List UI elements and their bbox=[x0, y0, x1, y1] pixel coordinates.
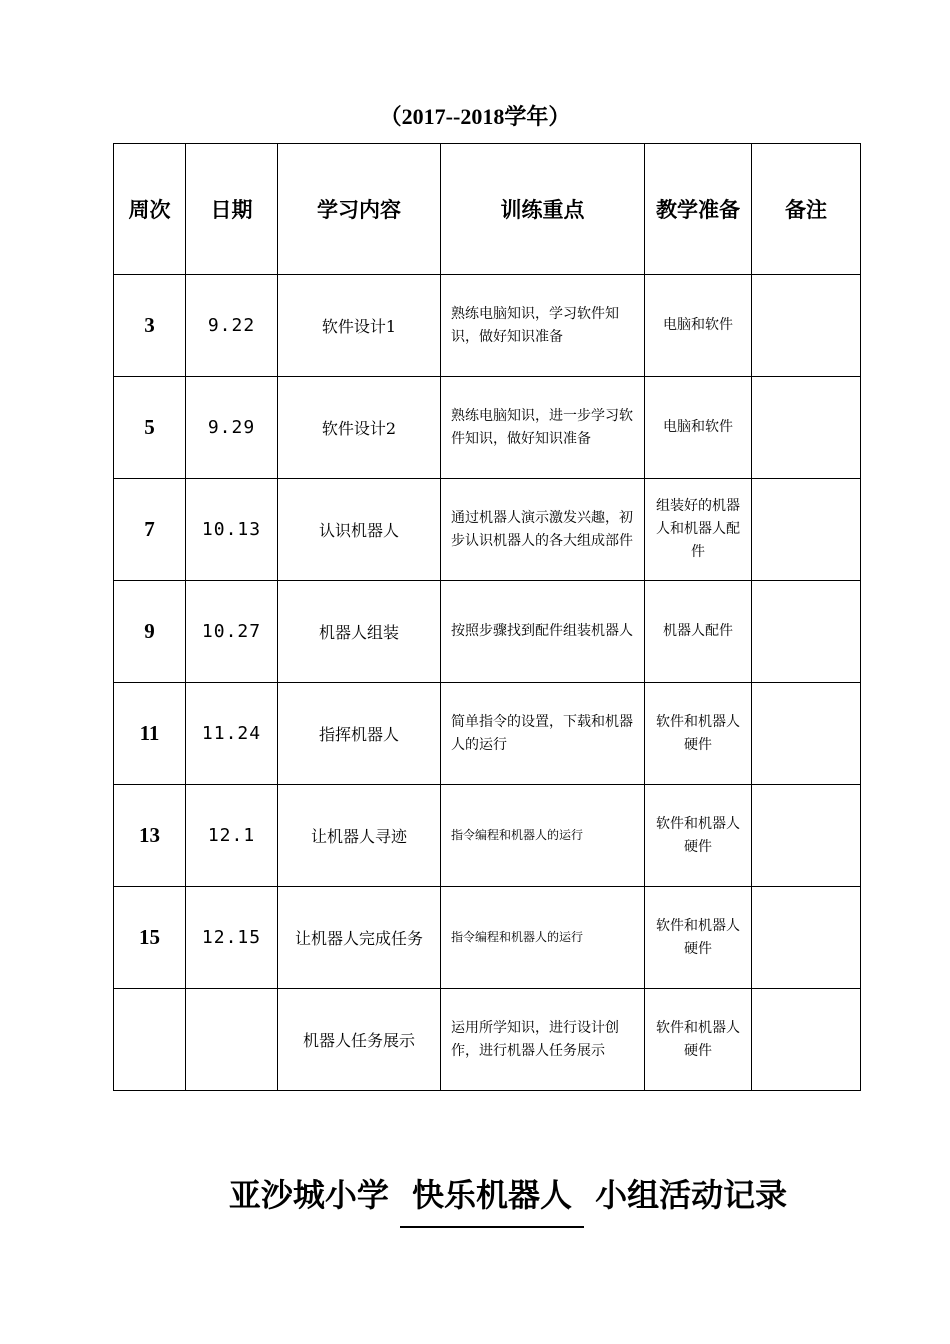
table-row bbox=[114, 377, 861, 479]
week-cell: 3 bbox=[114, 275, 186, 377]
prep-cell: 机器人配件 bbox=[645, 581, 752, 683]
focus-cell: 运用所学知识，进行设计创作，进行机器人任务展示 bbox=[441, 989, 645, 1091]
note-cell bbox=[752, 581, 861, 683]
content-cell: 软件设计2 bbox=[278, 377, 441, 479]
content-cell: 认识机器人 bbox=[278, 479, 441, 581]
prep-cell: 组装好的机器人和机器人配件 bbox=[645, 479, 752, 581]
note-cell bbox=[752, 275, 861, 377]
note-cell bbox=[752, 683, 861, 785]
focus-cell: 熟练电脑知识，进一步学习软件知识，做好知识准备 bbox=[441, 377, 645, 479]
week-cell: 5 bbox=[114, 377, 186, 479]
note-cell bbox=[752, 989, 861, 1091]
focus-cell: 熟练电脑知识，学习软件知识，做好知识准备 bbox=[441, 275, 645, 377]
school-name: 亚沙城小学 bbox=[228, 1176, 389, 1214]
header-focus: 训练重点 bbox=[441, 144, 645, 275]
table-row bbox=[114, 581, 861, 683]
week-cell: 11 bbox=[114, 683, 186, 785]
date-cell: 10.13 bbox=[186, 479, 278, 581]
activity-schedule-table bbox=[113, 143, 861, 1091]
prep-cell: 软件和机器人硬件 bbox=[645, 785, 752, 887]
date-cell: 9.29 bbox=[186, 377, 278, 479]
prep-cell: 软件和机器人硬件 bbox=[645, 887, 752, 989]
focus-cell: 指令编程和机器人的运行 bbox=[441, 887, 645, 989]
table-row bbox=[114, 989, 861, 1091]
date-cell: 11.24 bbox=[186, 683, 278, 785]
note-cell bbox=[752, 785, 861, 887]
group-name: 快乐机器人 bbox=[400, 1170, 584, 1228]
focus-cell: 按照步骤找到配件组装机器人 bbox=[441, 581, 645, 683]
date-cell: 12.15 bbox=[186, 887, 278, 989]
header-prep: 教学准备 bbox=[645, 144, 752, 275]
content-cell: 机器人任务展示 bbox=[278, 989, 441, 1091]
prep-cell: 软件和机器人硬件 bbox=[645, 989, 752, 1091]
date-cell: 9.22 bbox=[186, 275, 278, 377]
focus-cell: 通过机器人演示激发兴趣，初步认识机器人的各大组成部件 bbox=[441, 479, 645, 581]
prep-cell: 电脑和软件 bbox=[645, 275, 752, 377]
content-cell: 软件设计1 bbox=[278, 275, 441, 377]
prep-cell: 软件和机器人硬件 bbox=[645, 683, 752, 785]
table-header-row bbox=[114, 144, 861, 275]
week-cell: 9 bbox=[114, 581, 186, 683]
header-content: 学习内容 bbox=[278, 144, 441, 275]
header-note: 备注 bbox=[752, 144, 861, 275]
note-cell bbox=[752, 377, 861, 479]
record-title bbox=[0, 1170, 950, 1228]
title-suffix: 小组活动记录 bbox=[595, 1176, 788, 1214]
content-cell: 指挥机器人 bbox=[278, 683, 441, 785]
date-cell: 12.1 bbox=[186, 785, 278, 887]
focus-cell: 简单指令的设置，下载和机器人的运行 bbox=[441, 683, 645, 785]
table-row bbox=[114, 479, 861, 581]
table-row bbox=[114, 887, 861, 989]
date-cell: 10.27 bbox=[186, 581, 278, 683]
week-cell: 7 bbox=[114, 479, 186, 581]
table-row bbox=[114, 785, 861, 887]
content-cell: 机器人组装 bbox=[278, 581, 441, 683]
header-week: 周次 bbox=[114, 144, 186, 275]
content-cell: 让机器人寻迹 bbox=[278, 785, 441, 887]
note-cell bbox=[752, 479, 861, 581]
note-cell bbox=[752, 887, 861, 989]
table-row bbox=[114, 275, 861, 377]
table-row bbox=[114, 683, 861, 785]
week-cell: 13 bbox=[114, 785, 186, 887]
focus-cell: 指令编程和机器人的运行 bbox=[441, 785, 645, 887]
date-cell bbox=[186, 989, 278, 1091]
year-title: （2017--2018学年） bbox=[379, 104, 571, 129]
prep-cell: 电脑和软件 bbox=[645, 377, 752, 479]
content-cell: 让机器人完成任务 bbox=[278, 887, 441, 989]
week-cell bbox=[114, 989, 186, 1091]
header-date: 日期 bbox=[186, 144, 278, 275]
week-cell: 15 bbox=[114, 887, 186, 989]
